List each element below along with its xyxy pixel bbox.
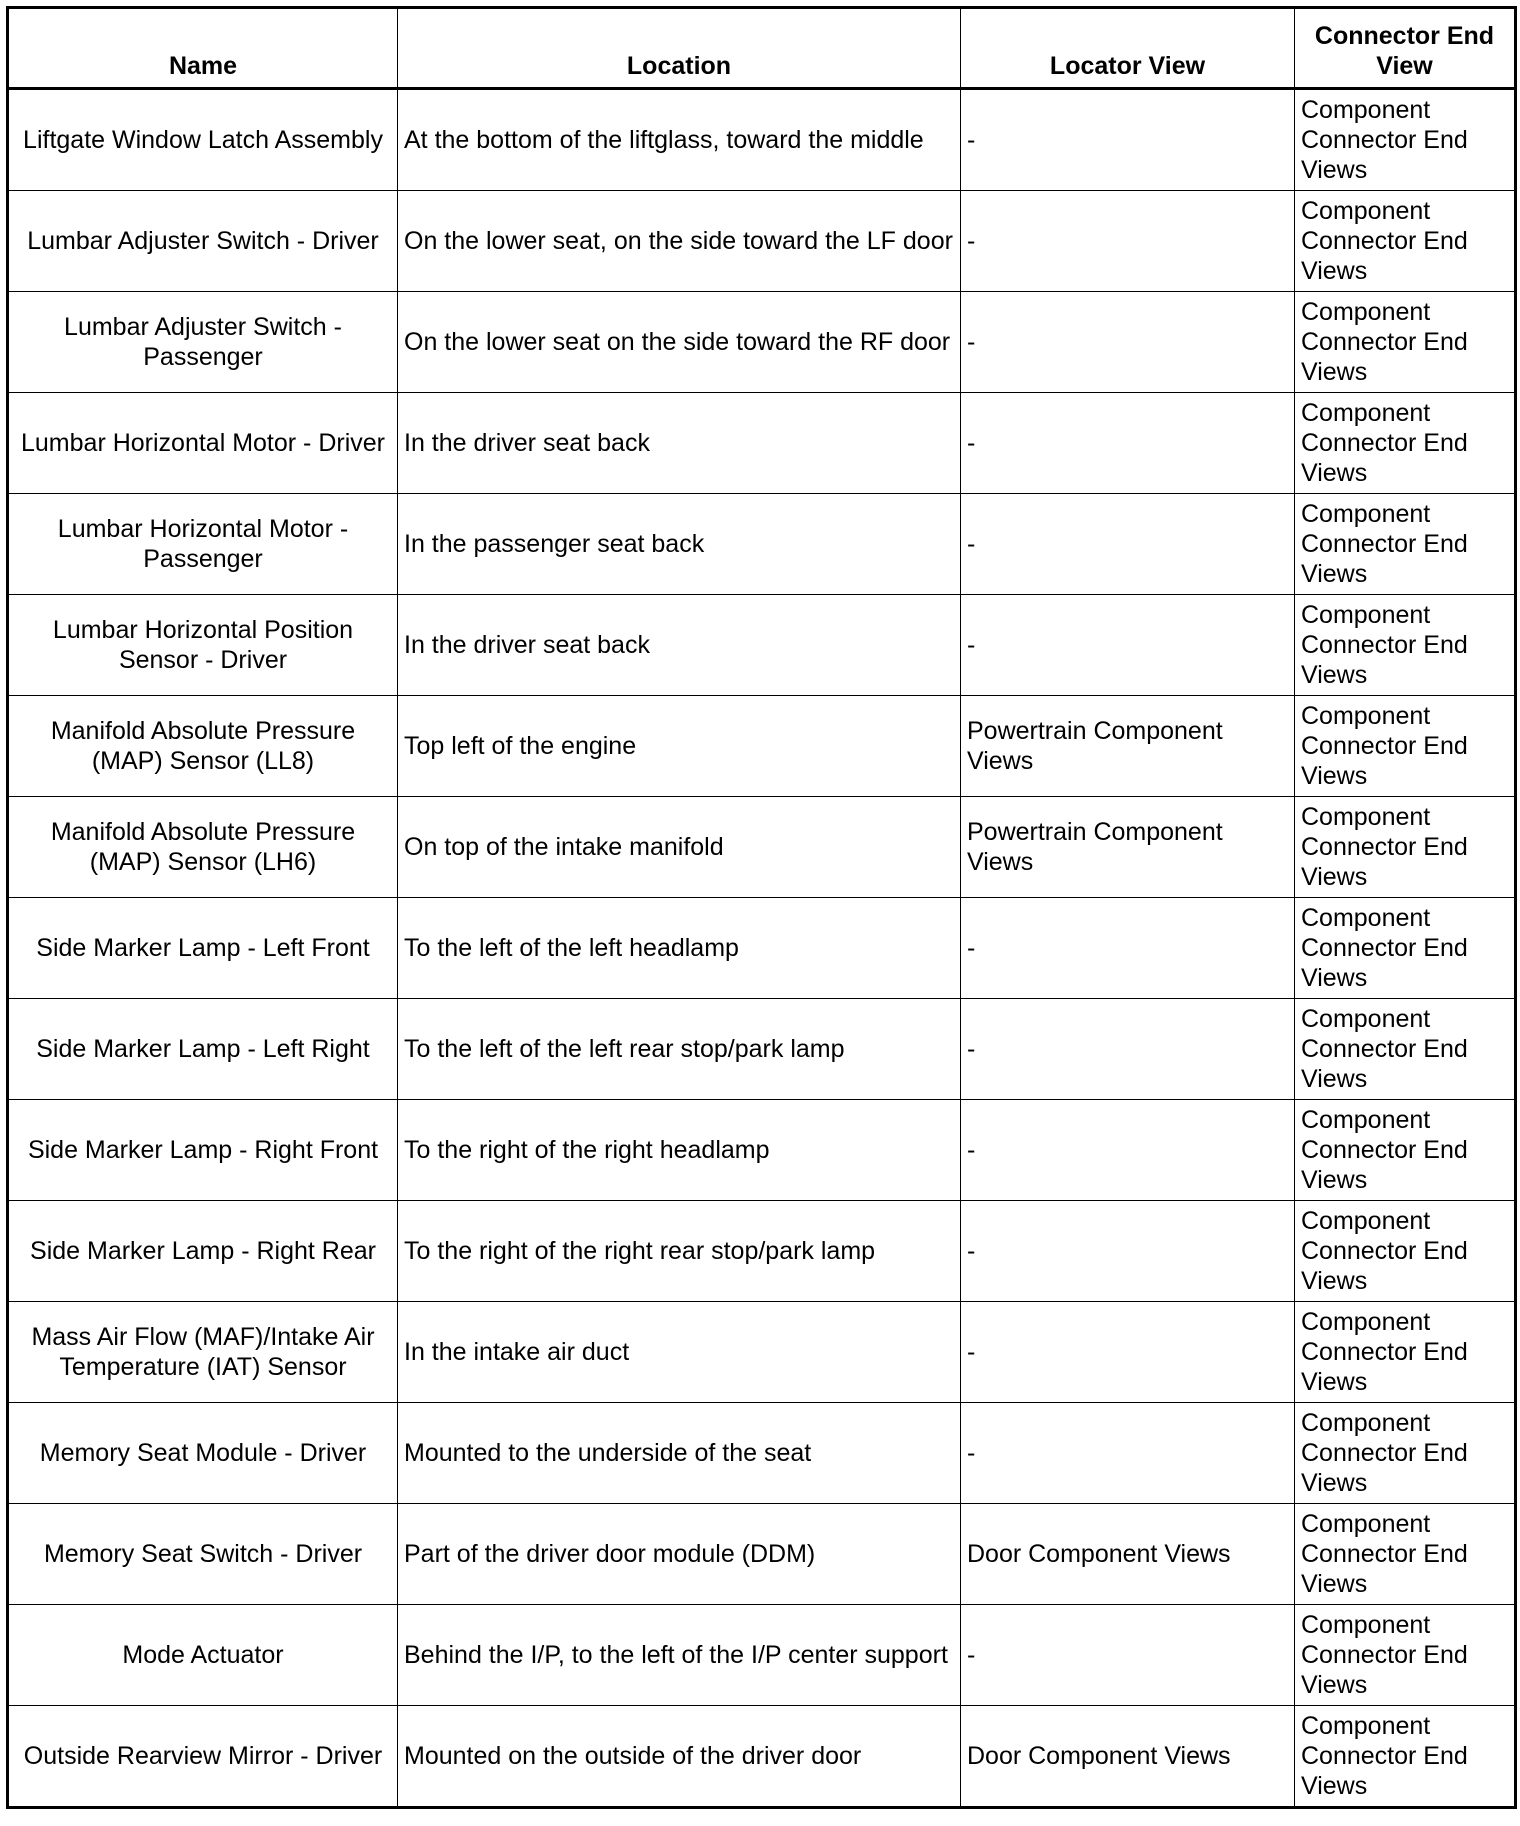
- cell-name: Memory Seat Switch - Driver: [8, 1504, 398, 1605]
- table-row: [8, 191, 1516, 292]
- cell-name: Manifold Absolute Pressure (MAP) Sensor (LH6): [8, 797, 398, 898]
- cell-location: On the lower seat on the side toward the RF door: [398, 292, 961, 393]
- cell-locator-view: -: [961, 89, 1295, 191]
- cell-locator-view: -: [961, 898, 1295, 999]
- cell-name: Memory Seat Module - Driver: [8, 1403, 398, 1504]
- cell-locator-view: -: [961, 191, 1295, 292]
- cell-name: Outside Rearview Mirror - Driver: [8, 1706, 398, 1808]
- cell-connector-end-view-link[interactable]: Component Connector End Views: [1295, 1100, 1516, 1201]
- table-row: [8, 595, 1516, 696]
- cell-location: On the lower seat, on the side toward the LF door: [398, 191, 961, 292]
- cell-connector-end-view-link[interactable]: Component Connector End Views: [1295, 898, 1516, 999]
- cell-name: Side Marker Lamp - Right Front: [8, 1100, 398, 1201]
- cell-connector-end-view-link[interactable]: Component Connector End Views: [1295, 1706, 1516, 1808]
- cell-name: Side Marker Lamp - Left Front: [8, 898, 398, 999]
- cell-connector-end-view-link[interactable]: Component Connector End Views: [1295, 494, 1516, 595]
- cell-location: To the left of the left headlamp: [398, 898, 961, 999]
- cell-connector-end-view-link[interactable]: Component Connector End Views: [1295, 1605, 1516, 1706]
- cell-name: Manifold Absolute Pressure (MAP) Sensor (LL8): [8, 696, 398, 797]
- cell-location: Behind the I/P, to the left of the I/P center support: [398, 1605, 961, 1706]
- component-locator-table: [6, 6, 1517, 1809]
- cell-name: Lumbar Adjuster Switch - Passenger: [8, 292, 398, 393]
- table-row: [8, 1504, 1516, 1605]
- table-row: [8, 1706, 1516, 1808]
- cell-location: Part of the driver door module (DDM): [398, 1504, 961, 1605]
- cell-locator-view: -: [961, 1605, 1295, 1706]
- cell-location: At the bottom of the liftglass, toward the middle: [398, 89, 961, 191]
- cell-location: Mounted on the outside of the driver door: [398, 1706, 961, 1808]
- cell-connector-end-view-link[interactable]: Component Connector End Views: [1295, 1302, 1516, 1403]
- cell-name: Liftgate Window Latch Assembly: [8, 89, 398, 191]
- cell-location: On top of the intake manifold: [398, 797, 961, 898]
- header-locator-view: Locator View: [961, 8, 1295, 89]
- table-row: [8, 1302, 1516, 1403]
- cell-locator-view: -: [961, 1100, 1295, 1201]
- cell-name: Mode Actuator: [8, 1605, 398, 1706]
- table-row: [8, 1201, 1516, 1302]
- cell-location: To the left of the left rear stop/park lamp: [398, 999, 961, 1100]
- table-row: [8, 494, 1516, 595]
- cell-name: Lumbar Adjuster Switch - Driver: [8, 191, 398, 292]
- table-row: [8, 696, 1516, 797]
- table-row: [8, 393, 1516, 494]
- cell-connector-end-view-link[interactable]: Component Connector End Views: [1295, 1504, 1516, 1605]
- header-name: Name: [8, 8, 398, 89]
- cell-locator-view: -: [961, 1302, 1295, 1403]
- table-row: [8, 1403, 1516, 1504]
- cell-name: Lumbar Horizontal Position Sensor - Driver: [8, 595, 398, 696]
- cell-locator-view-link[interactable]: Door Component Views: [961, 1504, 1295, 1605]
- table-row: [8, 1605, 1516, 1706]
- cell-name: Lumbar Horizontal Motor - Passenger: [8, 494, 398, 595]
- cell-connector-end-view-link[interactable]: Component Connector End Views: [1295, 1403, 1516, 1504]
- cell-location: Mounted to the underside of the seat: [398, 1403, 961, 1504]
- table-row: [8, 292, 1516, 393]
- cell-locator-view: -: [961, 292, 1295, 393]
- cell-locator-view: -: [961, 595, 1295, 696]
- table-row: [8, 999, 1516, 1100]
- cell-locator-view-link[interactable]: Door Component Views: [961, 1706, 1295, 1808]
- cell-location: Top left of the engine: [398, 696, 961, 797]
- cell-connector-end-view-link[interactable]: Component Connector End Views: [1295, 696, 1516, 797]
- cell-name: Lumbar Horizontal Motor - Driver: [8, 393, 398, 494]
- cell-name: Side Marker Lamp - Left Right: [8, 999, 398, 1100]
- header-location: Location: [398, 8, 961, 89]
- table-body: [8, 89, 1516, 1808]
- header-connector-end-view: Connector End View: [1295, 8, 1516, 89]
- table-row: [8, 89, 1516, 191]
- table-header: [8, 8, 1516, 89]
- header-row: [8, 8, 1516, 89]
- table-row: [8, 898, 1516, 999]
- cell-connector-end-view-link[interactable]: Component Connector End Views: [1295, 1201, 1516, 1302]
- cell-locator-view: -: [961, 393, 1295, 494]
- cell-location: In the driver seat back: [398, 595, 961, 696]
- component-locator-table-wrapper: [6, 6, 1514, 1809]
- cell-locator-view: -: [961, 1403, 1295, 1504]
- cell-locator-view: -: [961, 1201, 1295, 1302]
- cell-connector-end-view-link[interactable]: Component Connector End Views: [1295, 292, 1516, 393]
- cell-locator-view-link[interactable]: Powertrain Component Views: [961, 797, 1295, 898]
- cell-connector-end-view-link[interactable]: Component Connector End Views: [1295, 595, 1516, 696]
- cell-locator-view-link[interactable]: Powertrain Component Views: [961, 696, 1295, 797]
- cell-connector-end-view-link[interactable]: Component Connector End Views: [1295, 191, 1516, 292]
- cell-connector-end-view-link[interactable]: Component Connector End Views: [1295, 89, 1516, 191]
- cell-connector-end-view-link[interactable]: Component Connector End Views: [1295, 393, 1516, 494]
- cell-location: In the intake air duct: [398, 1302, 961, 1403]
- cell-location: In the passenger seat back: [398, 494, 961, 595]
- cell-connector-end-view-link[interactable]: Component Connector End Views: [1295, 797, 1516, 898]
- cell-connector-end-view-link[interactable]: Component Connector End Views: [1295, 999, 1516, 1100]
- cell-location: In the driver seat back: [398, 393, 961, 494]
- cell-locator-view: -: [961, 999, 1295, 1100]
- table-row: [8, 1100, 1516, 1201]
- cell-name: Mass Air Flow (MAF)/Intake Air Temperature (IAT) Sensor: [8, 1302, 398, 1403]
- cell-locator-view: -: [961, 494, 1295, 595]
- table-row: [8, 797, 1516, 898]
- cell-name: Side Marker Lamp - Right Rear: [8, 1201, 398, 1302]
- cell-location: To the right of the right headlamp: [398, 1100, 961, 1201]
- cell-location: To the right of the right rear stop/park lamp: [398, 1201, 961, 1302]
